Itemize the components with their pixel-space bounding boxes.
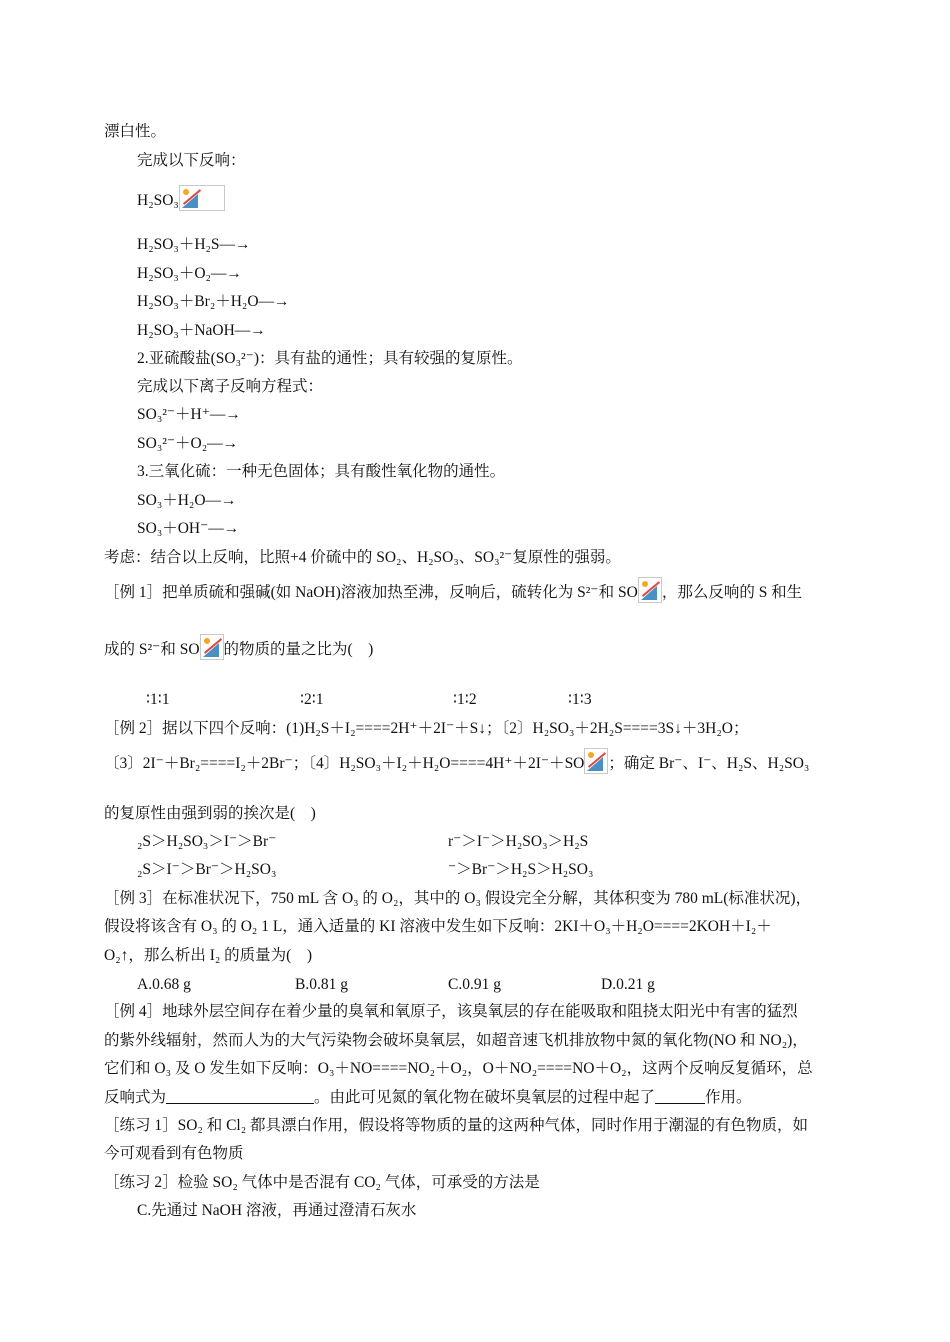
option-d: D.0.21 g	[601, 976, 655, 993]
option-b: B.0.81 g	[295, 976, 348, 993]
text-line: 漂白性。	[104, 123, 167, 140]
example-2-line: ［例 2］据以下四个反响：(1)H₂S＋I₂====2H⁺＋2I⁻＋S↓；〔2〕H₂SO₃＋2H₂S====3S↓＋3H₂O；	[104, 720, 749, 737]
text-span: 成的 S²⁻和 SO	[104, 641, 200, 658]
text-line: H₂SO₃＋NaOH—→	[137, 322, 266, 339]
option-c: C.0.91 g	[448, 976, 501, 993]
example-2-line	[104, 748, 809, 774]
text-span: ；确定 Br⁻、I⁻、H₂S、H₂SO₃	[608, 755, 810, 772]
broken-image-icon	[179, 185, 225, 211]
option-d: ⁻＞Br⁻＞H₂S＞H₂SO₃	[448, 861, 594, 878]
text-span: 反响式为	[104, 1089, 167, 1106]
practice-2-line: ［练习 2］检验 SO₂ 气体中是否混有 CO₂ 气体，可承受的方法是	[104, 1174, 540, 1191]
option-a: A.0.68 g	[137, 976, 191, 993]
option-b: ∶2∶1	[300, 691, 324, 708]
text-line: SO₃²⁻＋O₂—→	[137, 435, 239, 452]
option-c: ₂S＞I⁻＞Br⁻＞H₂SO₃	[137, 861, 277, 878]
text-span: 的物质的量之比为( )	[223, 641, 374, 658]
text-line: 完成以下离子反响方程式：	[137, 378, 324, 395]
example-4-line	[104, 1088, 752, 1108]
example-3-line: O₂↑，那么析出 I₂ 的质量为( )	[104, 947, 312, 964]
text-span: 。由此可见氮的氧化物在破坏臭氧层的过程中起了	[314, 1089, 656, 1106]
example-4-line: ［例 4］地球外层空间存在着少量的臭氧和氧原子，该臭氧层的存在能吸取和阻挠太阳光中有害的猛烈	[104, 1003, 798, 1020]
text-line: SO₃＋OH⁻—→	[137, 520, 240, 537]
text-line: SO₃＋H₂O—→	[137, 492, 237, 509]
answer-blank[interactable]	[655, 1089, 705, 1104]
text-line: 考虑：结合以上反响，比照+4 价硫中的 SO₂、H₂SO₃、SO₃²⁻复原性的强弱。	[104, 549, 621, 566]
example-1-line	[104, 634, 373, 660]
text-span: 作用。	[705, 1089, 752, 1106]
example-4-line: 的紫外线辐射，然而人为的大气污染物会破坏臭氧层，如超音速飞机排放物中氮的氧化物(NO 和 NO₂)，	[104, 1032, 808, 1049]
broken-image-icon	[638, 577, 662, 603]
option-a: ∶1∶1	[146, 691, 170, 708]
option-b: r⁻＞I⁻＞H₂SO₃＞H₂S	[448, 833, 589, 850]
broken-image-icon	[200, 634, 224, 660]
broken-image-icon	[584, 748, 608, 774]
text-line: 3.三氧化硫：一种无色固体；具有酸性氧化物的通性。	[137, 463, 506, 480]
example-2-line: 的复原性由强到弱的挨次是( )	[104, 805, 316, 822]
text-line: 2.亚硫酸盐(SO₃²⁻)：具有盐的通性；具有较强的复原性。	[137, 350, 523, 367]
text-line: H₂SO₃＋H₂S—→	[137, 236, 251, 253]
practice-1-line: 今可观看到有色物质	[104, 1145, 244, 1162]
text-span: ［例 1］把单质硫和强碱(如 NaOH)溶液加热至沸，反响后，硫转化为 S²⁻和 SO	[104, 584, 638, 601]
option-d: ∶1∶3	[568, 691, 592, 708]
example-3-line: 假设将该含有 O₃ 的 O₂ 1 L，通入适量的 KI 溶液中发生如下反响：2KI＋O₃＋H₂O====2KOH＋I₂＋	[104, 918, 772, 935]
text-line: H₂SO₃＋Br₂＋H₂O—→	[137, 293, 290, 310]
text-line	[137, 185, 225, 211]
text-line: 完成以下反响：	[137, 152, 246, 169]
option-a: ₂S＞H₂SO₃＞I⁻＞Br⁻	[137, 833, 277, 850]
text-line: SO₃²⁻＋H⁺—→	[137, 406, 241, 423]
text-span: ，那么反响的 S 和生	[661, 584, 803, 601]
option-c: C.先通过 NaOH 溶液，再通过澄清石灰水	[137, 1202, 417, 1219]
option-c: ∶1∶2	[453, 691, 477, 708]
example-4-line: 它们和 O₃ 及 O 发生如下反响：O₃＋NO====NO₂＋O₂，O＋NO₂====NO＋O₂，这两个反响反复循环，总	[104, 1060, 813, 1077]
text-line: H₂SO₃＋O₂—→	[137, 265, 242, 282]
practice-1-line: ［练习 1］SO₂ 和 Cl₂ 都具漂白作用，假设将等物质的量的这两种气体，同时作用于潮湿的有色物质，如	[104, 1117, 809, 1134]
example-3-line: ［例 3］在标准状况下，750 mL 含 O₃ 的 O₂，其中的 O₃ 假设完全分解，其体积变为 780 mL(标准状况)，	[104, 890, 812, 907]
example-1-line	[104, 577, 802, 603]
text-span: 〔3〕2I⁻＋Br₂====I₂＋2Br⁻；〔4〕H₂SO₃＋I₂＋H₂O====4H⁺＋2I⁻＋SO	[104, 755, 585, 772]
answer-blank[interactable]	[166, 1089, 314, 1104]
formula: H₂SO₃	[137, 192, 179, 209]
